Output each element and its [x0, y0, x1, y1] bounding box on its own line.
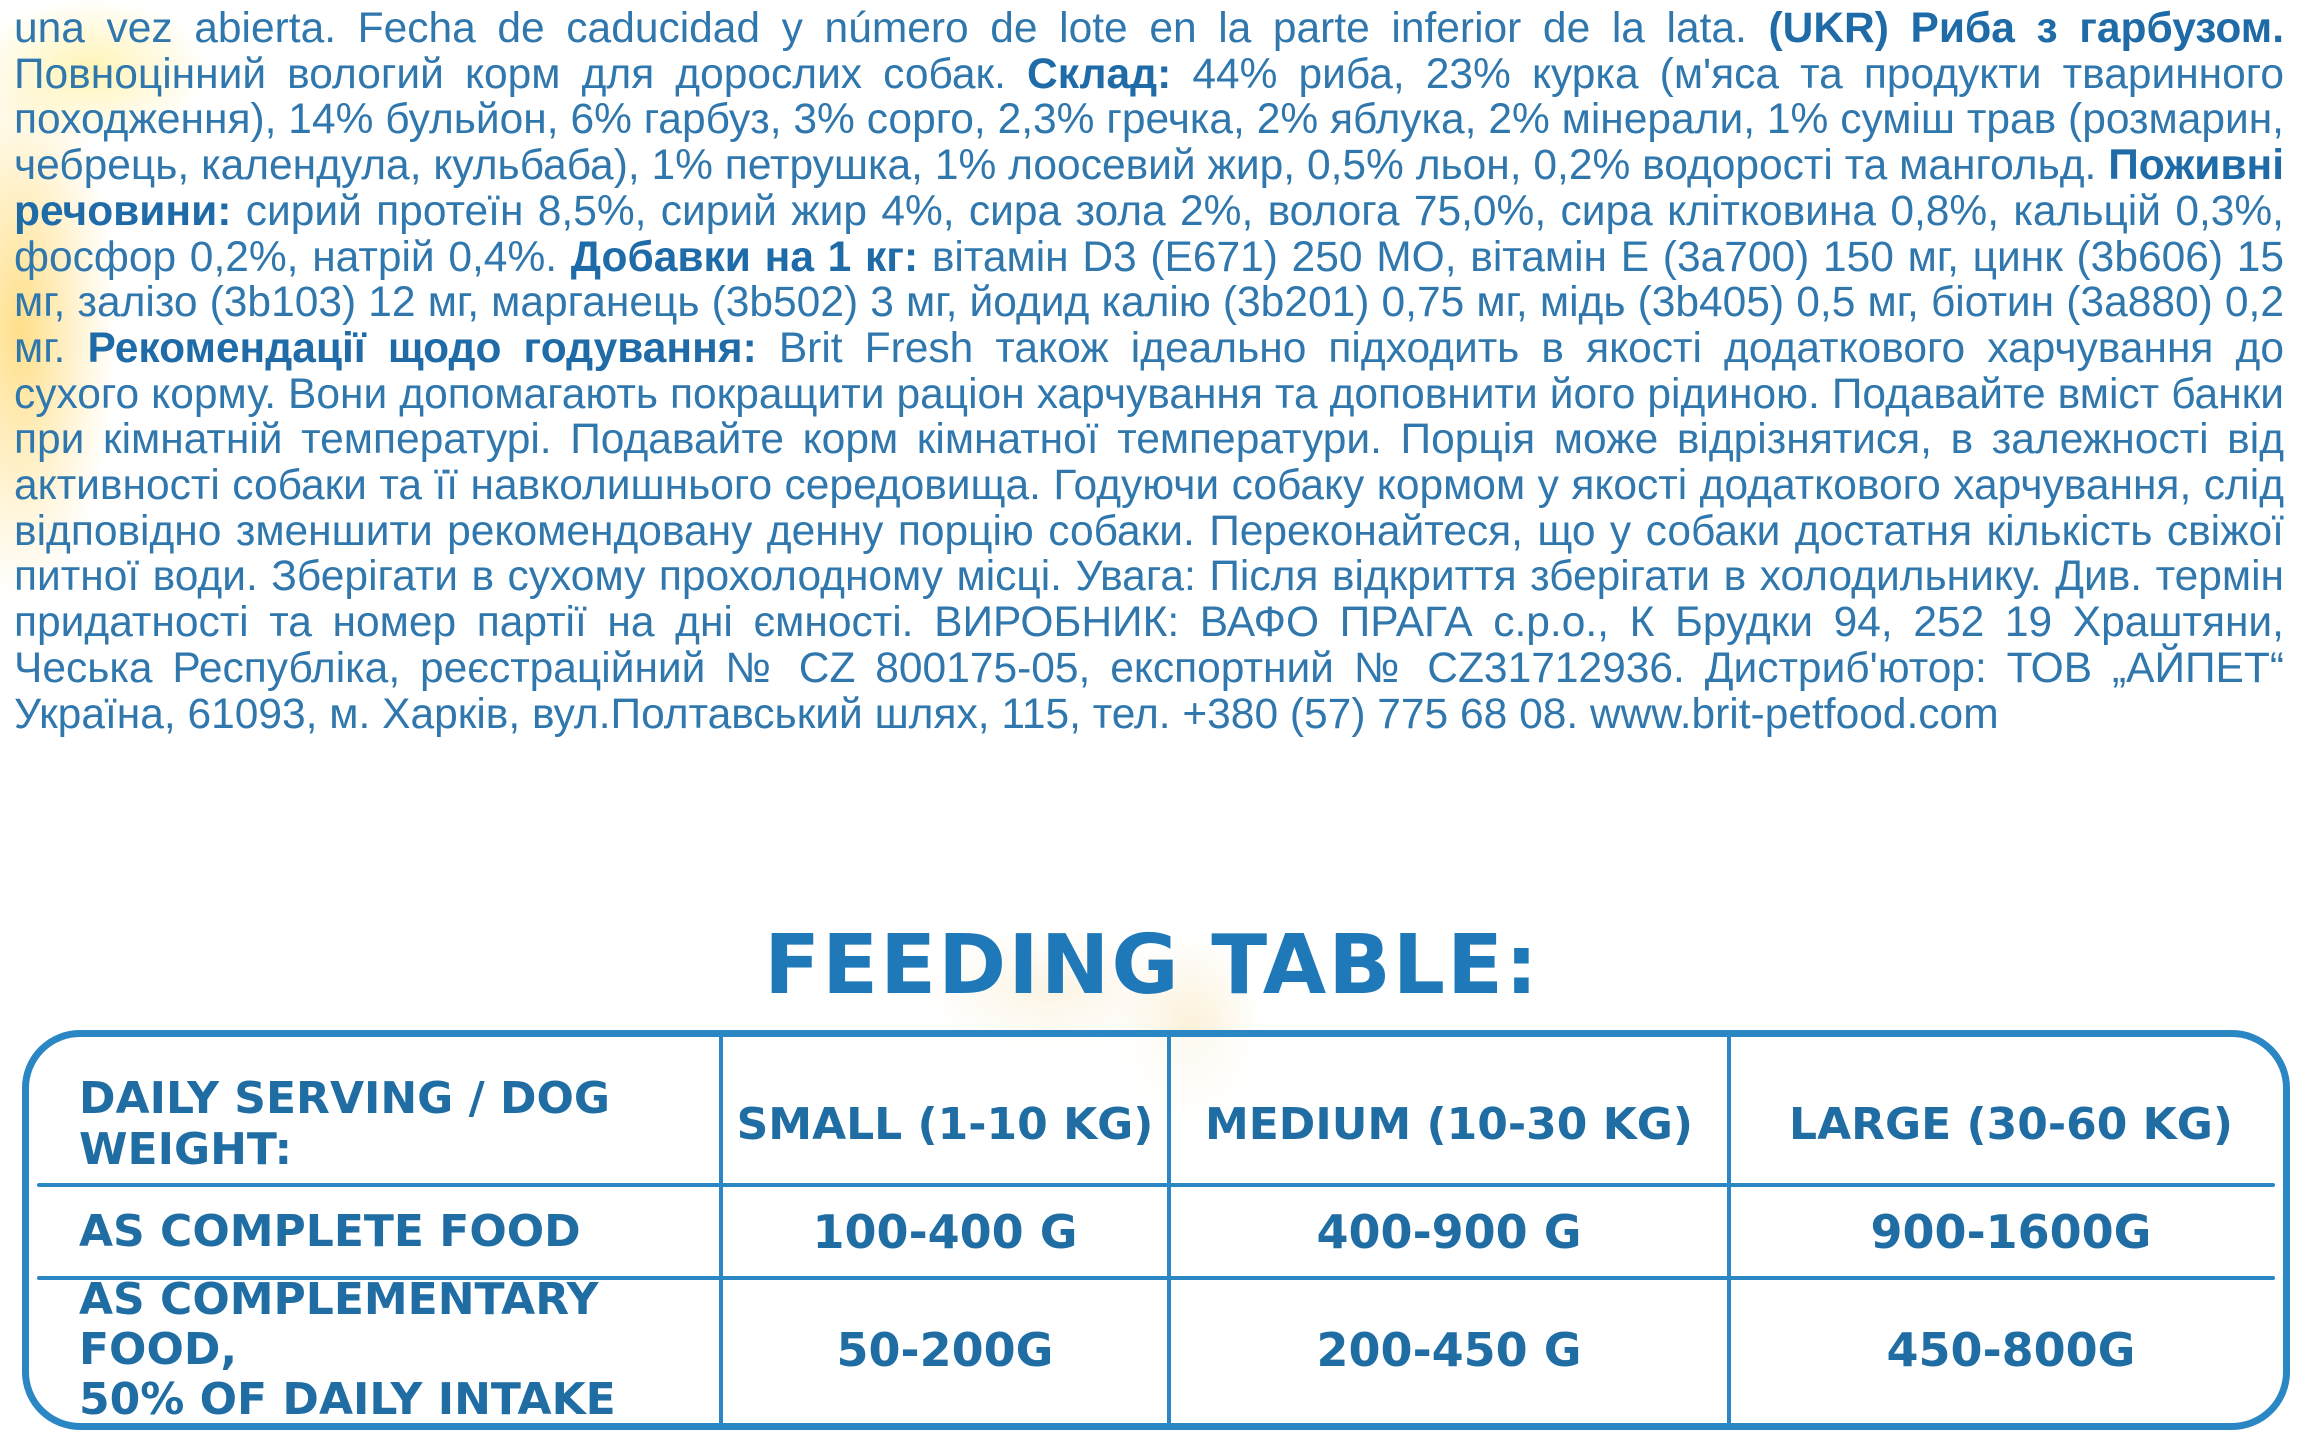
row1-small-value: 100-400 G [812, 1204, 1078, 1259]
additives-label: Добавки на 1 кг: [570, 233, 919, 281]
intro-text: una vez abierta. Fecha de caducidad y número de lote en la parte inferior de la lata. [14, 5, 1769, 52]
header-medium: MEDIUM (10-30 KG) [1204, 1098, 1694, 1150]
feeding-recommendations-value: Brit Fresh також ідеально підходить в якості додаткового харчування до сухого корму. Вони допомагають покращити раціон харчування та доповнити його рідиною. Подавайте вміст банки при кімнатній температурі. Подавайте корм кімнатної температури. Порція може відрізнятися, в залежності від активності собаки та її навколишнього середовища. Годуючи собаку кормом у якості додаткового харчування, слід відповідно зменшити рекомендовану денну порцію собаки. Переконайтеся, що у собаки достатня кількість свіжої питної води. Зберігати в сухому прохолодному місці. Увага: Після відкриття зберігати в холодильнику. Див. термін придатності та номер партії на дні ємності. ВИРОБНИК: ВАФО ПРАГА с.р.о., К Брудки 94, 252 19 Храштяни, Чеська Республіка, реєстраційний № CZ 800175-05, експортний № CZ31712936. Дистриб'ютор: ТОВ „АЙПЕТ“ Україна, 61093, м. Харків, вул.Полтавський шлях, 115, тел. +380 (57) 775 68 08. www.brit-petfood.com [14, 324, 2284, 738]
row1-large-value: 900-1600G [1870, 1204, 2152, 1259]
composition-value: 44% риба, 23% курка (м'яса та продукти тваринного походження), 14% бульйон, 6% гарбуз, 3% сорго, 2,3% гречка, 2% яблука, 2% мінерали, 1% суміш трав (розмарин, чебрець, календула, кульбаба), 1% петрушка, 1% лоосевий жир, 0,5% льон, 0,2% водорості та мангольд. [14, 50, 2284, 190]
row2-large-value: 450-800G [1886, 1323, 2136, 1377]
composition-label: Склад: [1027, 50, 1172, 98]
nutrients-value: сирий протеїн 8,5%, сирий жир 4%, сира зола 2%, волога 75,0%, сира клітковина 0,8%, кальцій 0,3%, фосфор 0,2%, натрій 0,4%. [14, 187, 2284, 281]
composition-text [14, 6, 2284, 737]
product-description: Повноцінний вологий корм для дорослих собак. [14, 50, 1028, 98]
table-row-label: AS COMPLETE FOOD [79, 1206, 581, 1257]
header-label: DAILY SERVING / DOG WEIGHT: [79, 1073, 611, 1175]
row2-small-value: 50-200G [836, 1323, 1054, 1377]
table-row-label: AS COMPLEMENTARY FOOD, 50% OF DAILY INTAKE [79, 1274, 616, 1425]
additives-value: вітамін D3 (E671) 250 МО, вітамін Е (3а700) 150 мг, цинк (3b606) 15 мг, залізо (3b103) 12 мг, марганець (3b502) 3 мг, йодид калію (3b201) 0,75 мг, мідь (3b405) 0,5 мг, біотин (3а880) 0,2 мг. [14, 233, 2284, 372]
product-title-ukr: (UKR) Риба з гарбузом. [1768, 5, 2284, 52]
feeding-table [22, 1030, 2290, 1430]
row2-medium-value: 200-450 G [1316, 1323, 1582, 1377]
header-small: SMALL (1-10 KG) [736, 1098, 1154, 1150]
feeding-recommendations-label: Рекомендації щодо годування: [87, 324, 757, 372]
nutrients-label: Поживні речовини: [14, 142, 2284, 235]
feeding-table-title: FEEDING TABLE: [764, 918, 1540, 1013]
row1-medium-value: 400-900 G [1316, 1204, 1582, 1259]
header-large: LARGE (30-60 KG) [1789, 1098, 2233, 1150]
